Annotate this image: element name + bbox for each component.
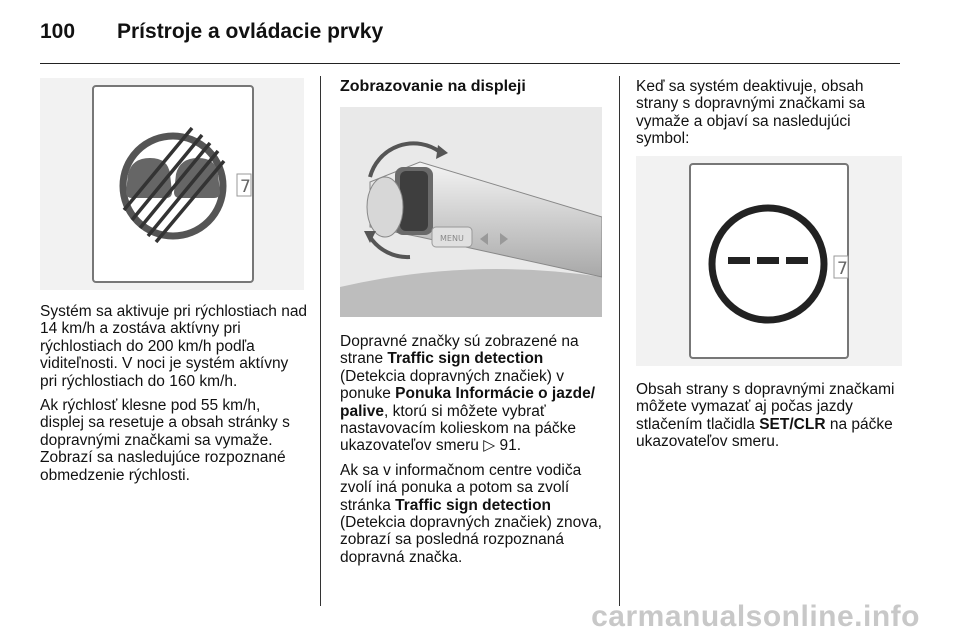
column-1-text	[40, 303, 308, 491]
col3-paragraph-1: Keď sa systém deaktivuje, obsah strany s dopravnými značkami sa vymaže a objaví sa nasledujúci symbol:	[636, 78, 866, 148]
column-3-text-bottom	[636, 381, 911, 458]
header-rule	[40, 63, 900, 64]
stalk-menu-label: MENU	[440, 234, 464, 243]
col3-paragraph-2: Obsah strany s dopravnými značkami môžete vymazať aj počas jazdy stlačením tlačidla SET/CLR na páčke ukazovateľov smeru.	[636, 381, 895, 451]
turn-signal-stalk-figure	[340, 107, 602, 317]
column-2-text	[340, 333, 608, 573]
page-number: 100	[40, 20, 76, 43]
section-heading: Zobrazovanie na displeji	[340, 78, 526, 95]
column-divider-2	[619, 76, 620, 606]
col2-paragraph-1: Dopravné značky sú zobrazené na strane Traffic sign detection (Detekcia dopravných značiek) v ponuke Ponuka Informácie o jazde/ palive, ktorú si môžete vybrať nastavovacím kolieskom na páčke ukazovateľov smeru ▷ 91.	[340, 333, 595, 455]
figure-1-label: 7	[240, 177, 251, 197]
column-3-text-top	[636, 78, 906, 155]
col2-paragraph-2: Ak sa v informačnom centre vodiča zvolí iná ponuka a potom sa zvolí stránka Traffic sign detection (Detekcia dopravných značiek) znova, zobrazí sa posledná rozpoznaná dopravná značka.	[340, 461, 602, 566]
column-divider-1	[320, 76, 321, 606]
figure-3-label: 7	[837, 259, 848, 279]
page-reference-icon: ▷	[483, 437, 496, 455]
system-deactivated-symbol-figure	[636, 156, 902, 366]
end-of-no-overtaking-sign-figure	[40, 78, 304, 290]
col1-paragraph-2: Ak rýchlosť klesne pod 55 km/h, displej sa resetuje a obsah stránky s dopravnými značkami sa vymaže. Zobrazí sa nasledujúce rozpoznané obmedzenie rýchlosti.	[40, 397, 290, 484]
watermark: carmanualsonline.info	[591, 600, 920, 633]
col1-paragraph-1: Systém sa aktivuje pri rýchlostiach nad 14 km/h a zostáva aktívny pri rýchlostiach do 200 km/h podľa viditeľnosti. V noci je systém aktívny pri rýchlostiach do 160 km/h.	[40, 303, 308, 390]
page-title: Prístroje a ovládacie prvky	[117, 20, 384, 43]
